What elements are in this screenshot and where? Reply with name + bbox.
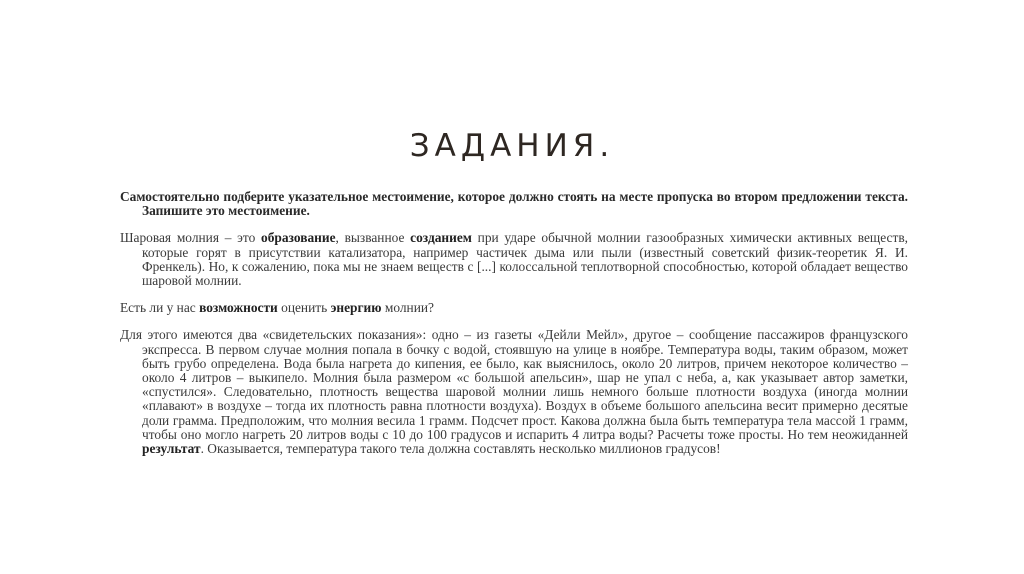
paragraph-3-text-2: . Оказывается, температура такого тела должна составлять несколько миллионов градусов! — [200, 441, 721, 457]
paragraph-2-bold-2: энергию — [330, 300, 382, 316]
paragraph-3 — [120, 328, 908, 456]
paragraph-1 — [120, 231, 908, 288]
paragraph-2-bold-1: возможности — [199, 300, 278, 316]
paragraph-1-text-1: Шаровая молния – это — [120, 230, 262, 246]
slide-body — [120, 190, 908, 469]
task-paragraph: Самостоятельно подберите указательное местоимение, которое должно стоять на месте пропуска во втором предложении текста. Запишите это местоимение. — [120, 189, 908, 219]
paragraph-3-text-1: Для этого имеются два «свидетельских показания»: одно – из газеты «Дейли Мейл», другое – сообщение пассажиров французского экспресса. В первом случае молния попала в бочку с водой, стоявшую на улице в ноябре. Температура воды, таким образом, может быть грубо определена. Вода была нагрета до кипения, ее было, как выяснилось, около 20 литров, причем некоторое количество – около 4 литров – выкипело. Молния была размером «с большой апельсин», шар не упал с неба, а, как указывает автор заметки, «спустился». Следовательно, плотность вещества шаровой молнии лишь немного больше плотности воздуха (иногда молнии «плавают» в воздухе – тогда их плотность равна плотности воздуха). Воздух в объеме большого апельсина весит примерно десятые доли грамма. Предположим, что молния весила 1 грамм. Подсчет прост. Какова должна была быть температура тела массой 1 грамм, чтобы оно могло нагреть 20 литров воды с 10 до 100 градусов и испарить 4 литра воды? Расчеты тоже просты. Но тем неожиданней — [120, 327, 908, 442]
paragraph-1-bold-1: образование — [261, 230, 336, 246]
paragraph-1-text-3: при ударе обычной молнии газообразных химически активных веществ, которые горят в присутствии катализатора, например частичек дыма или пыли (известный советский физик-теоретик Я. И. Френкель). Но, к сожалению, пока мы не знаем веществ с [...] колоссальной теплотворной способностью, которой обладает вещество шаровой молнии. — [142, 230, 908, 289]
paragraph-2 — [120, 301, 908, 315]
paragraph-2-text-2: оценить — [277, 300, 331, 316]
paragraph-1-text-2: , вызванное — [335, 230, 411, 246]
paragraph-1-bold-2: созданием — [410, 230, 472, 246]
paragraph-3-bold-1: результат — [142, 441, 201, 457]
slide-title: ЗАДАНИЯ. — [409, 128, 615, 164]
paragraph-2-text-3: молнии? — [381, 300, 434, 316]
paragraph-2-text-1: Есть ли у нас — [120, 300, 200, 316]
